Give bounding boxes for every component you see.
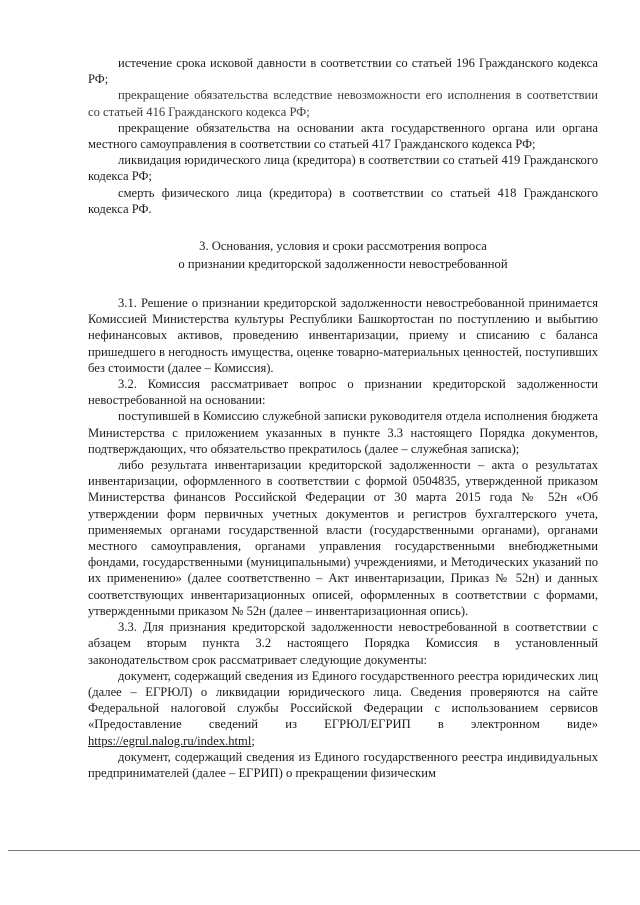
paragraph-3-3-egrul <box>88 668 598 749</box>
section-heading-line1: 3. Основания, условия и сроки рассмотрения вопроса <box>199 239 487 254</box>
list-item-418: смерть физического лица (кредитора) в соответствии со статьей 418 Гражданского кодекса РФ. <box>88 185 598 216</box>
page-bottom-divider <box>8 850 640 851</box>
egrul-text: документ, содержащий сведения из Единого государственного реестра юридических лиц (далее – ЕГРЮЛ) о ликвидации юридического лица. Сведения проверяются на сайте Федеральной налоговой службы Российской Федерации с использованием сервисов «Предоставление сведений из ЕГРЮЛ/ЕГРИП в электронном виде» <box>88 668 598 732</box>
list-item-196: истечение срока исковой давности в соответствии со статьей 196 Гражданского кодекса РФ; <box>88 56 598 87</box>
section-heading <box>88 237 598 273</box>
list-item-416: прекращение обязательства вследствие невозможности его исполнения в соответствии со статьей 416 Гражданского кодекса РФ; <box>88 88 598 119</box>
paragraph-3-1: 3.1. Решение о признании кредиторской задолженности невостребованной принимается Комиссией Министерства культуры Республики Башкортостан по поступлению и выбытию нефинансовых активов, проведению инвентаризации, приему и списанию с баланса пришедшего в негодность имущества, оценке товарно-материальных ценностей, поступивших без стоимости (далее – Комиссия). <box>88 296 598 375</box>
egrul-end: ; <box>251 733 255 748</box>
egrul-link[interactable]: https://egrul.nalog.ru/index.html <box>88 733 252 748</box>
document-body <box>88 55 598 781</box>
paragraph-3-3-egrip: документ, содержащий сведения из Единого государственного реестра индивидуальных предпринимателей (далее – ЕГРИП) о прекращении физическим <box>88 749 598 780</box>
paragraph-3-2-memo: поступившей в Комиссию служебной записки руководителя отдела исполнения бюджета Министерства с приложением указанных в пункте 3.3 настоящего Порядка документов, подтверждающих, что обязательство прекратилось (далее – служебная записка); <box>88 409 598 456</box>
paragraph-3-3: 3.3. Для признания кредиторской задолженности невостребованной в соответствии с абзацем вторым пункта 3.2 настоящего Порядка Комиссия в установленный законодательством срок рассматривает следующие документы: <box>88 620 598 667</box>
paragraph-3-2: 3.2. Комиссия рассматривает вопрос о признании кредиторской задолженности невостребованной на основании: <box>88 377 598 408</box>
paragraph-3-2-inventory: либо результата инвентаризации кредиторской задолженности – акта о результатах инвентаризации, оформленного в соответствии с формой 0504835, утвержденной приказом Министерства финансов Российской Федерации от 30 марта 2015 года № 52н «Об утверждении форм первичных учетных документов и регистров бухгалтерского учета, применяемых органами государственной власти (государственными органами), органами местного самоуправления, органами управления государственными внебюджетными фондами, государственными (муниципальными) учреждениями, и Методических указаний по их применению» (далее соответственно – Акт инвентаризации, Приказ № 52н) и данных соответствующих инвентаризационных описей, оформленных в соответствии с формами, утвержденными приказом № 52н (далее – инвентаризационная опись). <box>88 458 598 618</box>
list-item-417: прекращение обязательства на основании акта государственного органа или органа местного самоуправления в соответствии со статьей 417 Гражданского кодекса РФ; <box>88 120 598 152</box>
list-item-419: ликвидация юридического лица (кредитора) в соответствии со статьей 419 Гражданского кодекса РФ; <box>88 153 598 184</box>
section-heading-line2: о признании кредиторской задолженности невостребованной <box>178 257 508 272</box>
